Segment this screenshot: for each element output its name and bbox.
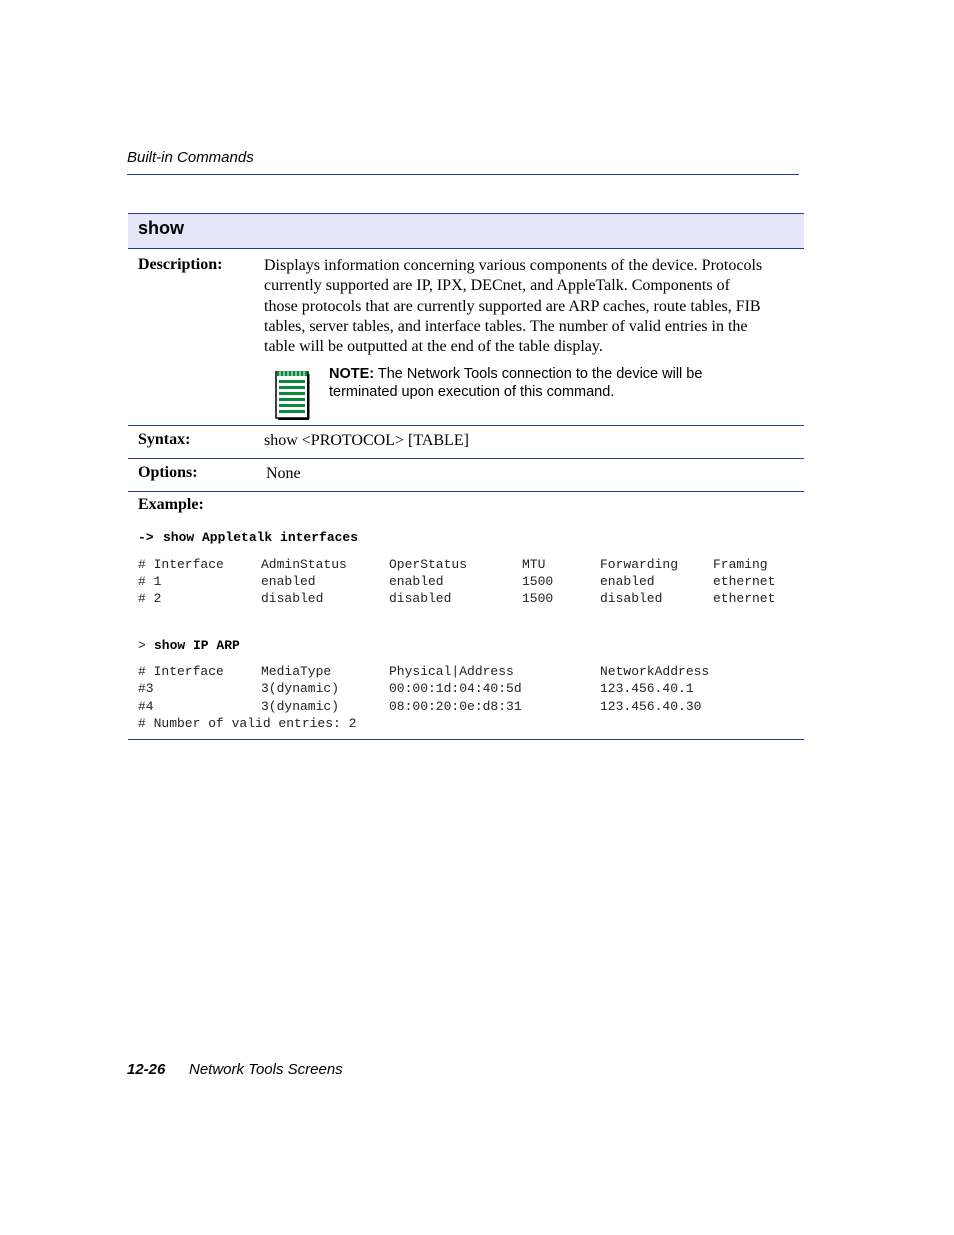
example1-header-operstatus: OperStatus bbox=[389, 557, 468, 572]
example1-row1-operstatus: enabled bbox=[389, 574, 444, 589]
command-title: show bbox=[138, 218, 185, 238]
footer-chapter-title: Network Tools Screens bbox=[189, 1061, 343, 1078]
example2-row1-networkaddress: 123.456.40.1 bbox=[600, 681, 694, 696]
options-text: None bbox=[266, 465, 301, 482]
description-text bbox=[264, 256, 804, 357]
example2-row2-interface: #4 bbox=[138, 699, 154, 714]
example2-header-interface: # Interface bbox=[138, 664, 224, 679]
description-line: those protocols that are currently supported are ARP caches, route tables, FIB bbox=[264, 297, 761, 315]
example1-row2-interface: # 2 bbox=[138, 591, 162, 606]
command-title-bar bbox=[128, 213, 804, 249]
note-label: NOTE: bbox=[329, 366, 375, 382]
example1-row2-mtu: 1500 bbox=[522, 591, 554, 606]
example1-header-mtu: MTU bbox=[522, 557, 546, 572]
example1-header-framing: Framing bbox=[713, 557, 768, 572]
example1-row2-forwarding: disabled bbox=[600, 591, 663, 606]
section-divider bbox=[128, 425, 804, 426]
example2-row1-interface: #3 bbox=[138, 681, 154, 696]
example1-prompt: -> bbox=[138, 530, 154, 545]
example1-row1-framing: ethernet bbox=[713, 574, 776, 589]
description-line: currently supported are IP, IPX, DECnet, and AppleTalk. Components of bbox=[264, 277, 730, 295]
example2-header-networkaddress: NetworkAddress bbox=[600, 664, 710, 679]
note-text bbox=[329, 365, 769, 401]
example2-row2-networkaddress: 123.456.40.30 bbox=[600, 699, 702, 714]
example2-row1-physical-address: 00:00:1d:04:40:5d bbox=[389, 681, 522, 696]
section-divider bbox=[128, 458, 804, 459]
example1-row2-operstatus: disabled bbox=[389, 591, 452, 606]
example1-row2-adminstatus: disabled bbox=[261, 591, 324, 606]
example2-command: show IP ARP bbox=[154, 638, 240, 653]
example2-row1-mediatype: 3(dynamic) bbox=[261, 681, 340, 696]
page-number: 12-26 bbox=[127, 1061, 166, 1078]
note-line-2: terminated upon execution of this command. bbox=[329, 384, 615, 400]
description-label: Description: bbox=[138, 256, 223, 273]
notepad-icon bbox=[274, 368, 310, 420]
example1-row1-mtu: 1500 bbox=[522, 574, 554, 589]
description-line: Displays information concerning various components of the device. Protocols bbox=[264, 257, 763, 274]
running-header: Built-in Commands bbox=[127, 149, 254, 166]
example1-row1-adminstatus: enabled bbox=[261, 574, 316, 589]
example2-header-physical-address: Physical|Address bbox=[389, 664, 514, 679]
example1-row1-interface: # 1 bbox=[138, 574, 162, 589]
example1-header-interface: # Interface bbox=[138, 557, 224, 572]
example1-command: show Appletalk interfaces bbox=[163, 530, 359, 545]
section-divider bbox=[128, 491, 804, 492]
example1-header-forwarding: Forwarding bbox=[600, 557, 679, 572]
section-divider bbox=[128, 739, 804, 740]
note-line-1: The Network Tools connection to the device will be bbox=[377, 366, 703, 382]
header-rule bbox=[127, 174, 799, 175]
example1-header-adminstatus: AdminStatus bbox=[261, 557, 347, 572]
example2-row2-mediatype: 3(dynamic) bbox=[261, 699, 340, 714]
options-label: Options: bbox=[138, 464, 198, 481]
description-line: tables, server tables, and interface tables. The number of valid entries in the bbox=[264, 317, 748, 335]
syntax-label: Syntax: bbox=[138, 431, 191, 448]
example1-row2-framing: ethernet bbox=[713, 591, 776, 606]
example2-prompt: > bbox=[138, 638, 146, 653]
example2-row2-physical-address: 08:00:20:0e:d8:31 bbox=[389, 699, 522, 714]
syntax-text: show <PROTOCOL> [TABLE] bbox=[264, 432, 469, 449]
example2-header-mediatype: MediaType bbox=[261, 664, 332, 679]
description-line: table will be outputted at the end of the table display. bbox=[264, 338, 603, 356]
example1-row1-forwarding: enabled bbox=[600, 574, 655, 589]
example-label: Example: bbox=[138, 496, 204, 513]
example2-summary: # Number of valid entries: 2 bbox=[138, 716, 357, 731]
